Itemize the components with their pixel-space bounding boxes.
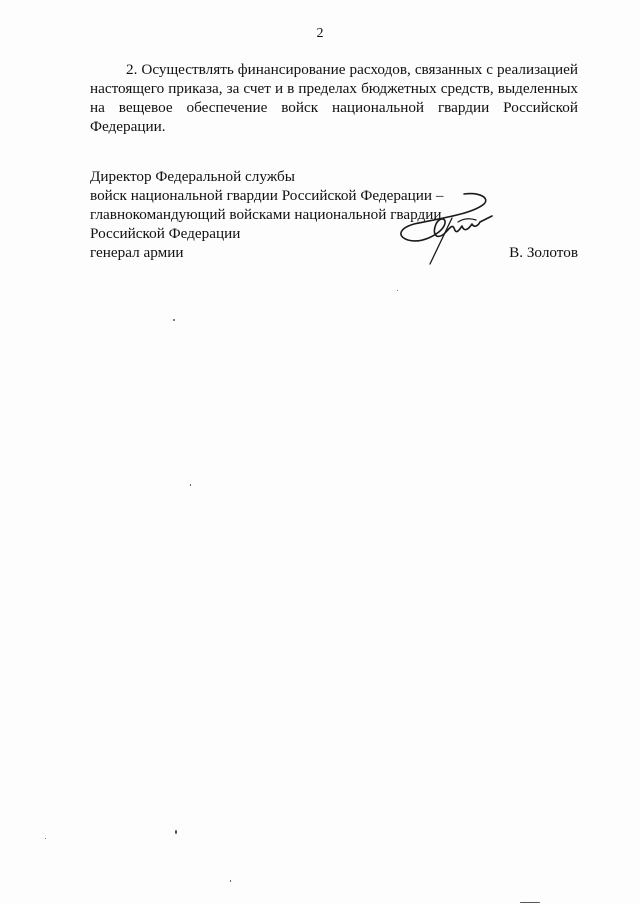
- scan-speck: [45, 838, 46, 839]
- scan-speck: [175, 830, 177, 834]
- scan-speck: [190, 484, 191, 486]
- signature-title-line-2: войск национальной гвардии Российской Федерации –: [90, 187, 444, 204]
- scan-speck: [397, 290, 398, 291]
- signature-title-line-3: главнокомандующий войсками национальной гвардии: [90, 206, 442, 223]
- scan-speck: [173, 319, 175, 321]
- signature-block: [90, 167, 578, 262]
- signature-title-line-1: Директор Федеральной службы: [90, 168, 295, 185]
- scan-speck: [520, 902, 540, 903]
- handwritten-signature: [392, 188, 497, 268]
- signature-rank: генерал армии: [90, 244, 184, 261]
- signature-rank-row: [90, 243, 578, 262]
- page-number: 2: [316, 26, 324, 41]
- signature-title-line-4: Российской Федерации: [90, 225, 241, 242]
- body-paragraph: 2. Осуществлять финансирование расходов, связанных с реализацией настоящего приказа, за счет и в пределах бюджетных средств, выделенных на вещевое обеспечение войск национальной гвардии Российской Федерации.: [90, 61, 578, 135]
- scan-speck: [230, 880, 231, 882]
- signer-name: В. Золотов: [509, 244, 578, 261]
